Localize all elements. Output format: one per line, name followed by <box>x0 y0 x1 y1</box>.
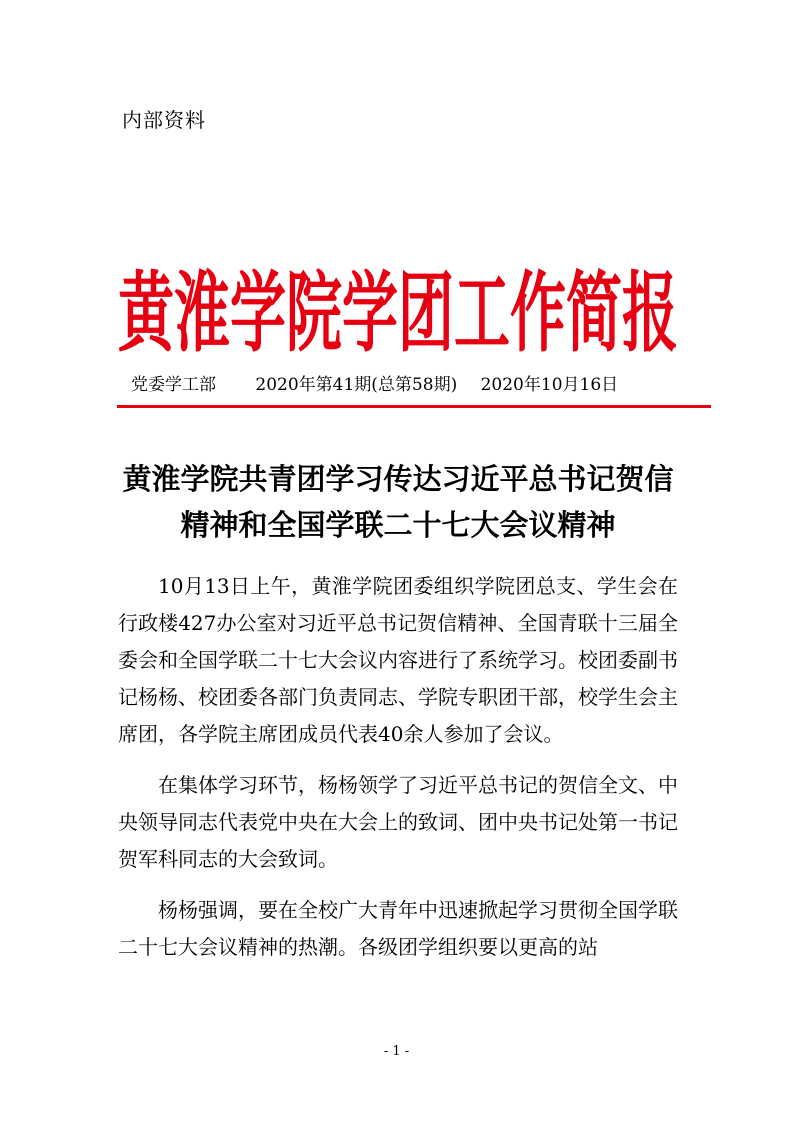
issue-line <box>131 370 618 395</box>
page-number: - 1 - <box>383 1044 410 1059</box>
issue-date: 2020年10月16日 <box>480 375 619 395</box>
paragraph: 杨杨强调，要在全校广大青年中迅速掀起学习贯彻全国学联二十七大会议精神的热潮。各级团学组织要以更高的站 <box>118 898 678 959</box>
article-title: 黄淮学院共青团学习传达习近平总书记贺信精神和全国学联二十七大会议精神 <box>122 462 674 542</box>
masthead-title: 黄淮学院学团工作简报 <box>118 262 678 365</box>
header-rule <box>117 405 711 408</box>
article-body <box>118 568 678 980</box>
paragraph: 在集体学习环节，杨杨领学了习近平总书记的贺信全文、中央领导同志代表党中央在大会上的致词、团中央书记处第一书记贺军科同志的大会致词。 <box>118 773 678 871</box>
issue-number: 2020年第41期(总第58期) <box>255 375 458 395</box>
internal-label: 内部资料 <box>122 108 206 132</box>
department-label: 党委学工部 <box>131 375 216 395</box>
paragraph: 10月13日上午，黄淮学院团委组织学院团总支、学生会在行政楼427办公室对习近平总书记贺信精神、全国青联十三届全委会和全国学联二十七大会议内容进行了系统学习。校团委副书记杨杨、校团委各部门负责同志、学院专职团干部，校学生会主席团，各学院主席团成员代表40余人参加了会议。 <box>118 574 678 746</box>
